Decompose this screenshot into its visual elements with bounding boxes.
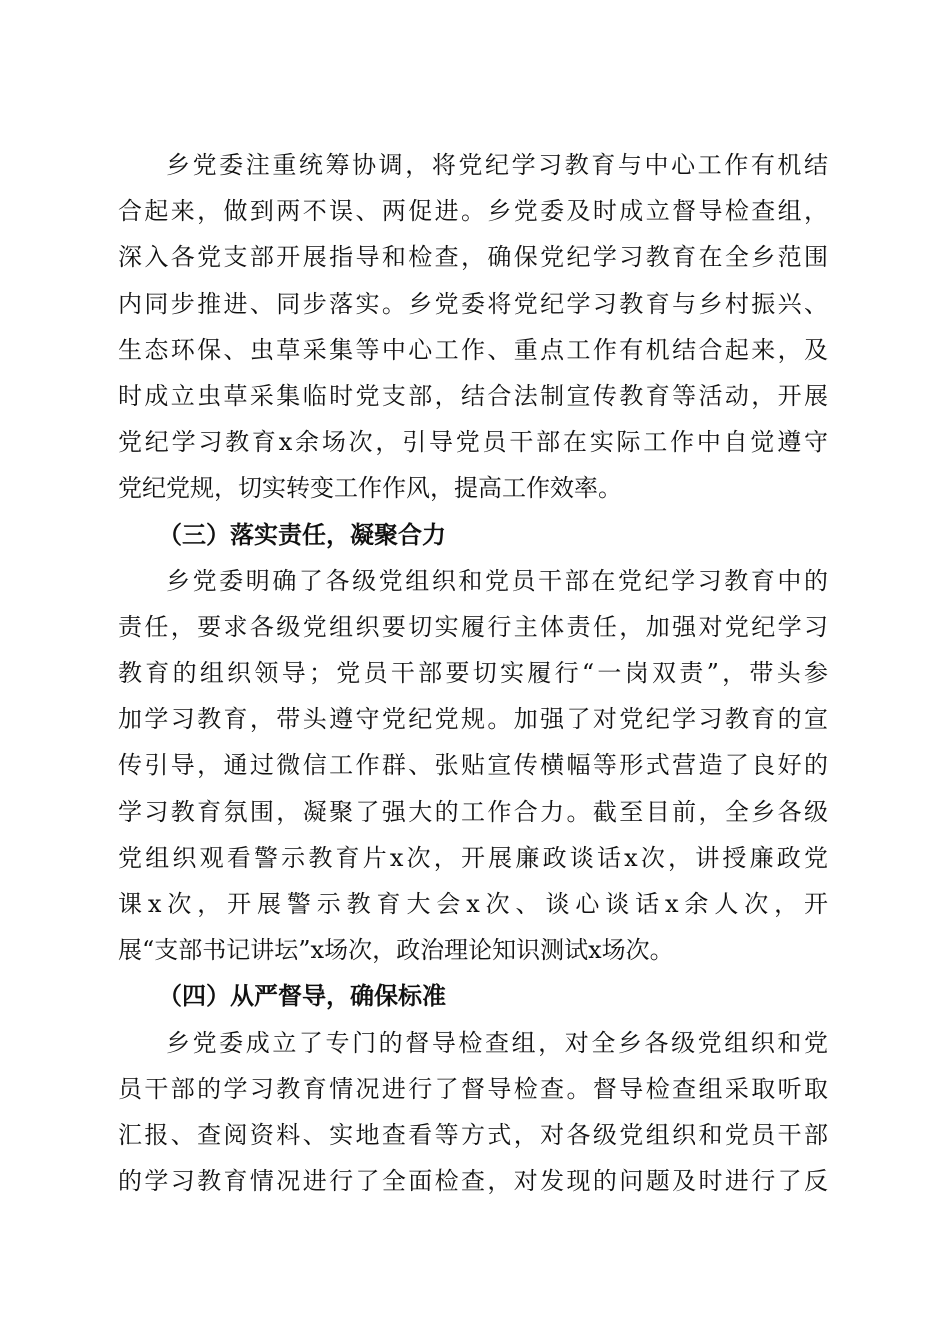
paragraph-line: 责任，要求各级党组织要切实履行主体责任，加强对党纪学习 — [118, 612, 828, 641]
paragraph-line: 员干部的学习教育情况进行了督导检查。督导检查组采取听取 — [118, 1074, 828, 1103]
paragraph-line: 学习教育氛围，凝聚了强大的工作合力。截至目前，全乡各级 — [118, 797, 828, 826]
section-heading-4: （四）从严督导，确保标准 — [158, 981, 446, 1011]
paragraph-coordination — [118, 142, 828, 512]
paragraph-line: 党纪党规，切实转变工作作风，提高工作效率。 — [118, 474, 622, 503]
document-body — [118, 142, 828, 1204]
paragraph-line: 生态环保、虫草采集等中心工作、重点工作有机结合起来，及 — [118, 335, 828, 364]
section-heading-3: （三）落实责任，凝聚合力 — [158, 519, 446, 549]
paragraph-line: 乡党委注重统筹协调，将党纪学习教育与中心工作有机结 — [166, 151, 828, 179]
paragraph-line: 教育的组织领导；党员干部要切实履行“一岗双责”，带头参 — [118, 659, 828, 688]
paragraph-line: 乡党委成立了专门的督导检查组，对全乡各级党组织和党 — [166, 1028, 828, 1057]
paragraph-line: 的学习教育情况进行了全面检查，对发现的问题及时进行了反 — [118, 1167, 828, 1196]
paragraph-line: 时成立虫草采集临时党支部，结合法制宣传教育等活动，开展 — [118, 381, 828, 410]
paragraph-line: 内同步推进、同步落实。乡党委将党纪学习教育与乡村振兴、 — [118, 289, 828, 318]
paragraph-line: 课x次，开展警示教育大会x次、谈心谈话x余人次，开 — [118, 890, 828, 918]
paragraph-responsibility — [118, 558, 828, 974]
paragraph-line: 传引导，通过微信工作群、张贴宣传横幅等形式营造了良好的 — [118, 751, 828, 780]
paragraph-line: 党组织观看警示教育片x次，开展廉政谈话x次，讲授廉政党 — [118, 843, 828, 872]
paragraph-line: 合起来，做到两不误、两促进。乡党委及时成立督导检查组， — [118, 197, 828, 226]
paragraph-line: 加学习教育，带头遵守党纪党规。加强了对党纪学习教育的宣 — [118, 705, 828, 734]
paragraph-supervision — [118, 1020, 828, 1205]
paragraph-line: 党纪学习教育x余场次，引导党员干部在实际工作中自觉遵守 — [118, 428, 828, 457]
paragraph-line: 汇报、查阅资料、实地查看等方式，对各级党组织和党员干部 — [118, 1120, 828, 1149]
paragraph-line: 展“支部书记讲坛”x场次，政治理论知识测试x场次。 — [118, 936, 674, 965]
paragraph-line: 乡党委明确了各级党组织和党员干部在党纪学习教育中的 — [166, 566, 828, 595]
paragraph-line: 深入各党支部开展指导和检查，确保党纪学习教育在全乡范围 — [118, 243, 828, 272]
